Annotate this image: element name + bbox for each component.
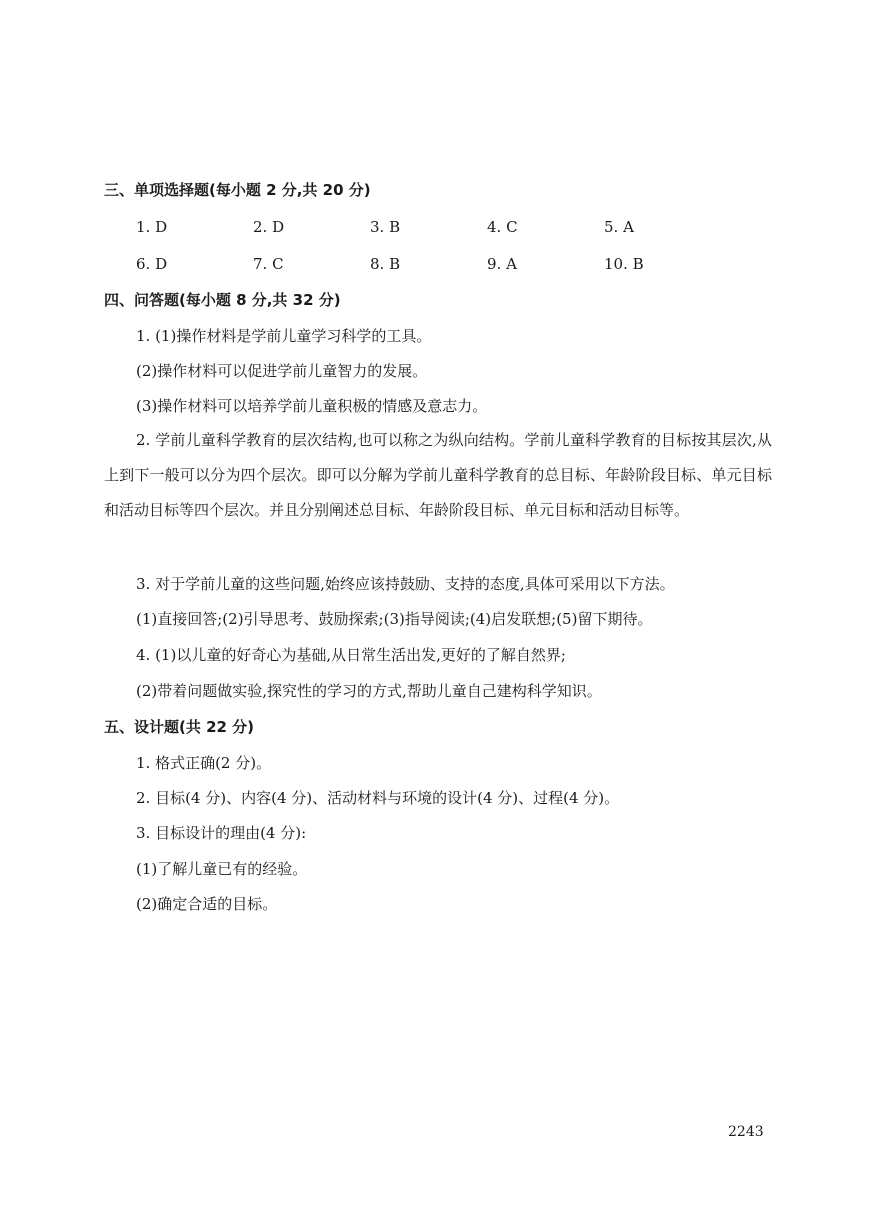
answer-4: 4. C [487,218,518,236]
q3-line-1: 3. 对于学前儿童的这些问题,始终应该持鼓励、支持的态度,具体可采用以下方法。 [136,575,675,593]
design-item-1: 1. 格式正确(2 分)。 [136,754,272,772]
answer-3: 3. B [370,218,401,236]
design-item-4: (1)了解儿童已有的经验。 [136,860,308,878]
q2-paragraph: 2. 学前儿童科学教育的层次结构,也可以称之为纵向结构。学前儿童科学教育的目标按其层次,从上到下一般可以分为四个层次。即可以分解为学前儿童科学教育的总目标、年龄阶段目标、单元目标和活动目标等四个层次。并且分别阐述总目标、年龄阶段目标、单元目标和活动目标等。 [104,431,772,519]
section5-heading: 五、设计题(共 22 分) [104,718,255,736]
page-number: 2243 [728,1124,764,1140]
section3-heading: 三、单项选择题(每小题 2 分,共 20 分) [104,181,371,199]
q1-line-1: 1. (1)操作材料是学前儿童学习科学的工具。 [136,327,432,345]
q4-line-1: 4. (1)以儿童的好奇心为基础,从日常生活出发,更好的了解自然界; [136,646,566,664]
answer-8: 8. B [370,255,401,273]
answer-10: 10. B [604,255,644,273]
q1-line-2: (2)操作材料可以促进学前儿童智力的发展。 [136,362,428,380]
section4-heading: 四、问答题(每小题 8 分,共 32 分) [104,291,341,309]
answer-1: 1. D [136,218,168,236]
q4-line-2: (2)带着问题做实验,探究性的学习的方式,帮助儿童自己建构科学知识。 [136,682,602,700]
q3-line-2: (1)直接回答;(2)引导思考、鼓励探索;(3)指导阅读;(4)启发联想;(5)留下期待。 [136,610,653,628]
answer-9: 9. A [487,255,517,273]
answer-5: 5. A [604,218,634,236]
design-item-5: (2)确定合适的目标。 [136,895,278,913]
design-item-2: 2. 目标(4 分)、内容(4 分)、活动材料与环境的设计(4 分)、过程(4 分)。 [136,789,620,807]
answer-6: 6. D [136,255,168,273]
answer-7: 7. C [253,255,284,273]
q1-line-3: (3)操作材料可以培养学前儿童积极的情感及意志力。 [136,397,488,415]
design-item-3: 3. 目标设计的理由(4 分): [136,824,307,842]
answer-2: 2. D [253,218,285,236]
